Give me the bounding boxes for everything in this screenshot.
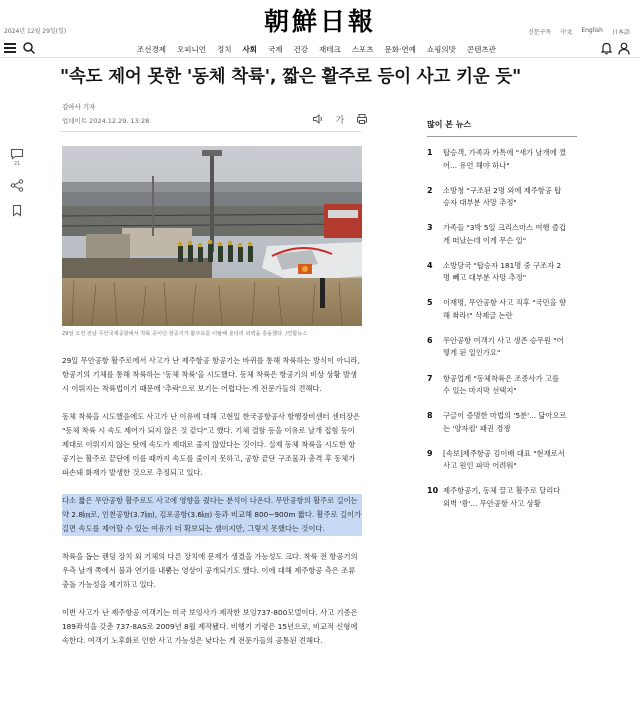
most-read-sidebar (427, 119, 577, 523)
rank-headline[interactable]: 무안공항 여객기 사고 생존 승무원 "어떻게 된 일인가요" (443, 335, 564, 358)
nav-item-sports[interactable]: 스포츠 (351, 45, 374, 54)
rank-headline[interactable]: 탑승객, 가족과 카톡에 "새가 날개에 꼈어... 유언 해야 하나" (443, 148, 567, 170)
rank-number: 2 (427, 185, 433, 195)
rank-headline[interactable]: 제주항공기, 동체 끌고 활주로 달리다 외벽 '쾅'... 무안공항 사고 상황 (443, 486, 561, 508)
most-read-title: 많이 본 뉴스 (427, 119, 577, 137)
nav-bar (0, 40, 640, 58)
top-link-japanese[interactable]: 日本語 (611, 29, 630, 36)
comment-button[interactable] (6, 148, 28, 167)
nav-item-finance[interactable]: 재테크 (318, 45, 341, 54)
font-size-icon[interactable]: 가 (335, 115, 345, 126)
header-date: 2024년 12월 29일(일) (4, 28, 67, 35)
rank-number: 3 (427, 223, 433, 233)
rank-number: 4 (427, 260, 433, 270)
top-link-english[interactable]: English (581, 27, 603, 34)
rank-number: 6 (427, 335, 433, 345)
most-read-item[interactable] (427, 260, 577, 298)
nav-item-politics[interactable]: 정치 (216, 45, 232, 54)
rank-headline[interactable]: [속보]제주항공 김이배 대표 "현재로서 사고 원인 파악 어려워" (443, 448, 565, 471)
article-byline[interactable]: 김아사 기자 (62, 103, 96, 111)
rank-number: 7 (427, 373, 433, 383)
article-paragraph: 동체 착륙을 시도했음에도 사고가 난 이유에 대해 고현일 한국공항공사 항행장비센터 센터장은 "동체 착륙 시 속도 제어가 되지 않은 것 같다"고 했다. 기체 결함 등을 이유로 날개 접힘 등이 제대로 이뤄지지 않는 탓에 속도가 제대로 줄지 않았다는 것이다. 실제 동체 착륙을 시도한 항공기는 활주로 끝단에 이를 때까지 속도를 줄이지 못하고, 공항 끝단 구조물과 충격 후 동체가 파손돼 화재가 발생한 것으로 추정되고 있다. (62, 412, 361, 477)
share-icon (10, 179, 24, 192)
article-headline: "속도 제어 못한 '동체 착륙', 짧은 활주로 등이 사고 키운 듯" (60, 67, 522, 87)
top-bar (0, 0, 640, 38)
nav-item-international[interactable]: 국제 (267, 45, 283, 54)
most-read-item[interactable] (427, 222, 577, 260)
rank-headline[interactable]: 구글이 증명한 마법의 '5분'... 닮아오르는 '양자컴' 패권 경쟁 (443, 411, 567, 433)
bell-icon[interactable] (601, 42, 612, 55)
rank-number: 10 (427, 486, 439, 496)
meta-divider (60, 131, 361, 132)
top-link-subscribe[interactable]: 신문구독 (528, 29, 552, 36)
top-link-chinese[interactable]: 中文 (560, 29, 573, 36)
top-links (528, 27, 630, 36)
most-read-item[interactable] (427, 373, 577, 411)
rank-number: 1 (427, 148, 433, 157)
most-read-item[interactable] (427, 185, 577, 223)
nav-item-culture[interactable]: 문화·연예 (384, 45, 416, 54)
search-icon[interactable] (22, 41, 36, 55)
rank-number: 5 (427, 298, 433, 308)
photo-caption: 29일 오전 전남 무안국제공항에서 착륙 중이던 항공기가 활주로를 이탈해 울타리 외벽을 충돌했다. /연합뉴스 (62, 331, 308, 337)
rank-number: 9 (427, 448, 433, 458)
article-paragraph: 29일 무안공항 활주로에서 사고가 난 제주항공 항공기는 바퀴를 통해 착륙하는 방식이 아니라, 항공기의 기체를 통해 착륙하는 '동체 착륙'을 시도했다. 동체 착륙은 항공기의 비상 상황 발생 시 이뤄지는 착륙법이기 때문에 '추락'으로 보기는 어렵다는 게 전문가들의 견해다. (62, 356, 360, 393)
listen-icon[interactable] (312, 113, 324, 125)
comment-count: 21 (13, 161, 21, 167)
nav-item-health[interactable]: 건강 (293, 45, 308, 54)
most-read-item[interactable] (427, 297, 577, 335)
most-read-item[interactable] (427, 335, 577, 373)
article-paragraph: 이번 사고가 난 제주항공 여객기는 미국 보잉사가 제작한 보잉737-800모델이다. 사고 기종은 189좌석을 갖춘 737-8AS로 2009년 8월 제작됐다. 비행기 기령은 15년으로, 비교적 신형에 속한다. 여객기 노후화로 인한 사고 가능성은 낮다는 게 전문가들의 공통된 견해다. (62, 608, 358, 645)
nav-item-shopping[interactable]: 쇼핑의맛 (426, 45, 456, 54)
rank-headline[interactable]: 소방청 "구조된 2명 외에 제주항공 탑승자 대부분 사망 추정" (443, 185, 562, 208)
rank-number: 8 (427, 411, 433, 421)
hamburger-icon[interactable] (4, 43, 16, 54)
article-updated-time: 업데이트 2024.12.29. 13:28 (62, 117, 150, 125)
nav-item-society[interactable]: 사회 (242, 45, 257, 54)
rank-headline[interactable]: 항공업계 "동체착륙은 조종사가 고를 수 있는 마지막 선택지" (443, 373, 560, 396)
nav-item-opinion[interactable]: 오피니언 (176, 45, 206, 54)
bookmark-button[interactable] (6, 204, 28, 217)
share-button[interactable] (6, 179, 28, 192)
print-icon[interactable] (356, 113, 368, 125)
side-tools (6, 148, 28, 229)
nav-item-economy[interactable]: 조선경제 (137, 45, 166, 54)
most-read-item[interactable] (427, 410, 577, 448)
most-read-item[interactable] (427, 147, 577, 185)
user-icon[interactable] (618, 42, 630, 55)
article-photo[interactable] (62, 146, 362, 326)
most-read-item[interactable] (427, 485, 577, 523)
article-paragraph: 착륙을 돕는 랜딩 장치 외 기체의 다른 장치에 문제가 생겼을 가능성도 크다. 착륙 전 항공기의 우측 날개 쪽에서 불과 연기를 내뿜는 영상이 공개되기도 했다. 이에 대해 제주항공 측은 조류 충돌 가능성을 제기하고 있다. (62, 552, 358, 589)
article-body (62, 354, 362, 662)
most-read-item[interactable] (427, 448, 577, 486)
nav-item-contents[interactable]: 콘텐츠관 (466, 45, 496, 54)
rank-headline[interactable]: 소방당국 "탑승자 181명 중 구조자 2명 빼고 대부분 사망 추정" (443, 260, 562, 283)
article-paragraph-highlighted: 다소 짧은 무안공항 활주로도 사고에 영향을 줬다는 분석이 나온다. 무안공항의 활주로 길이는 약 2.8㎞로, 인천공항(3.7㎞), 김포공항(3.6㎞) 등과 비교해 800~900m 짧다. 활주로 길이가 길면 속도를 제어할 수 있는 여유가 더 확보되는 셈이지만, 그렇지 못했다는 것이다. (62, 494, 362, 536)
comment-icon (10, 148, 24, 160)
masthead-logo[interactable]: 朝鮮日報 (263, 7, 376, 36)
nav-menu (137, 44, 496, 55)
rank-headline[interactable]: 가족들 "3박 5일 크리스마스 여행 즐겁게 떠났는데 이게 무슨 일" (443, 223, 566, 245)
article-tools (312, 113, 368, 125)
bookmark-icon (11, 204, 23, 217)
rank-headline[interactable]: 이재명, 무안공항 사고 직후 "국민을 향해 쏴라!" 삭제글 논란 (443, 298, 567, 320)
